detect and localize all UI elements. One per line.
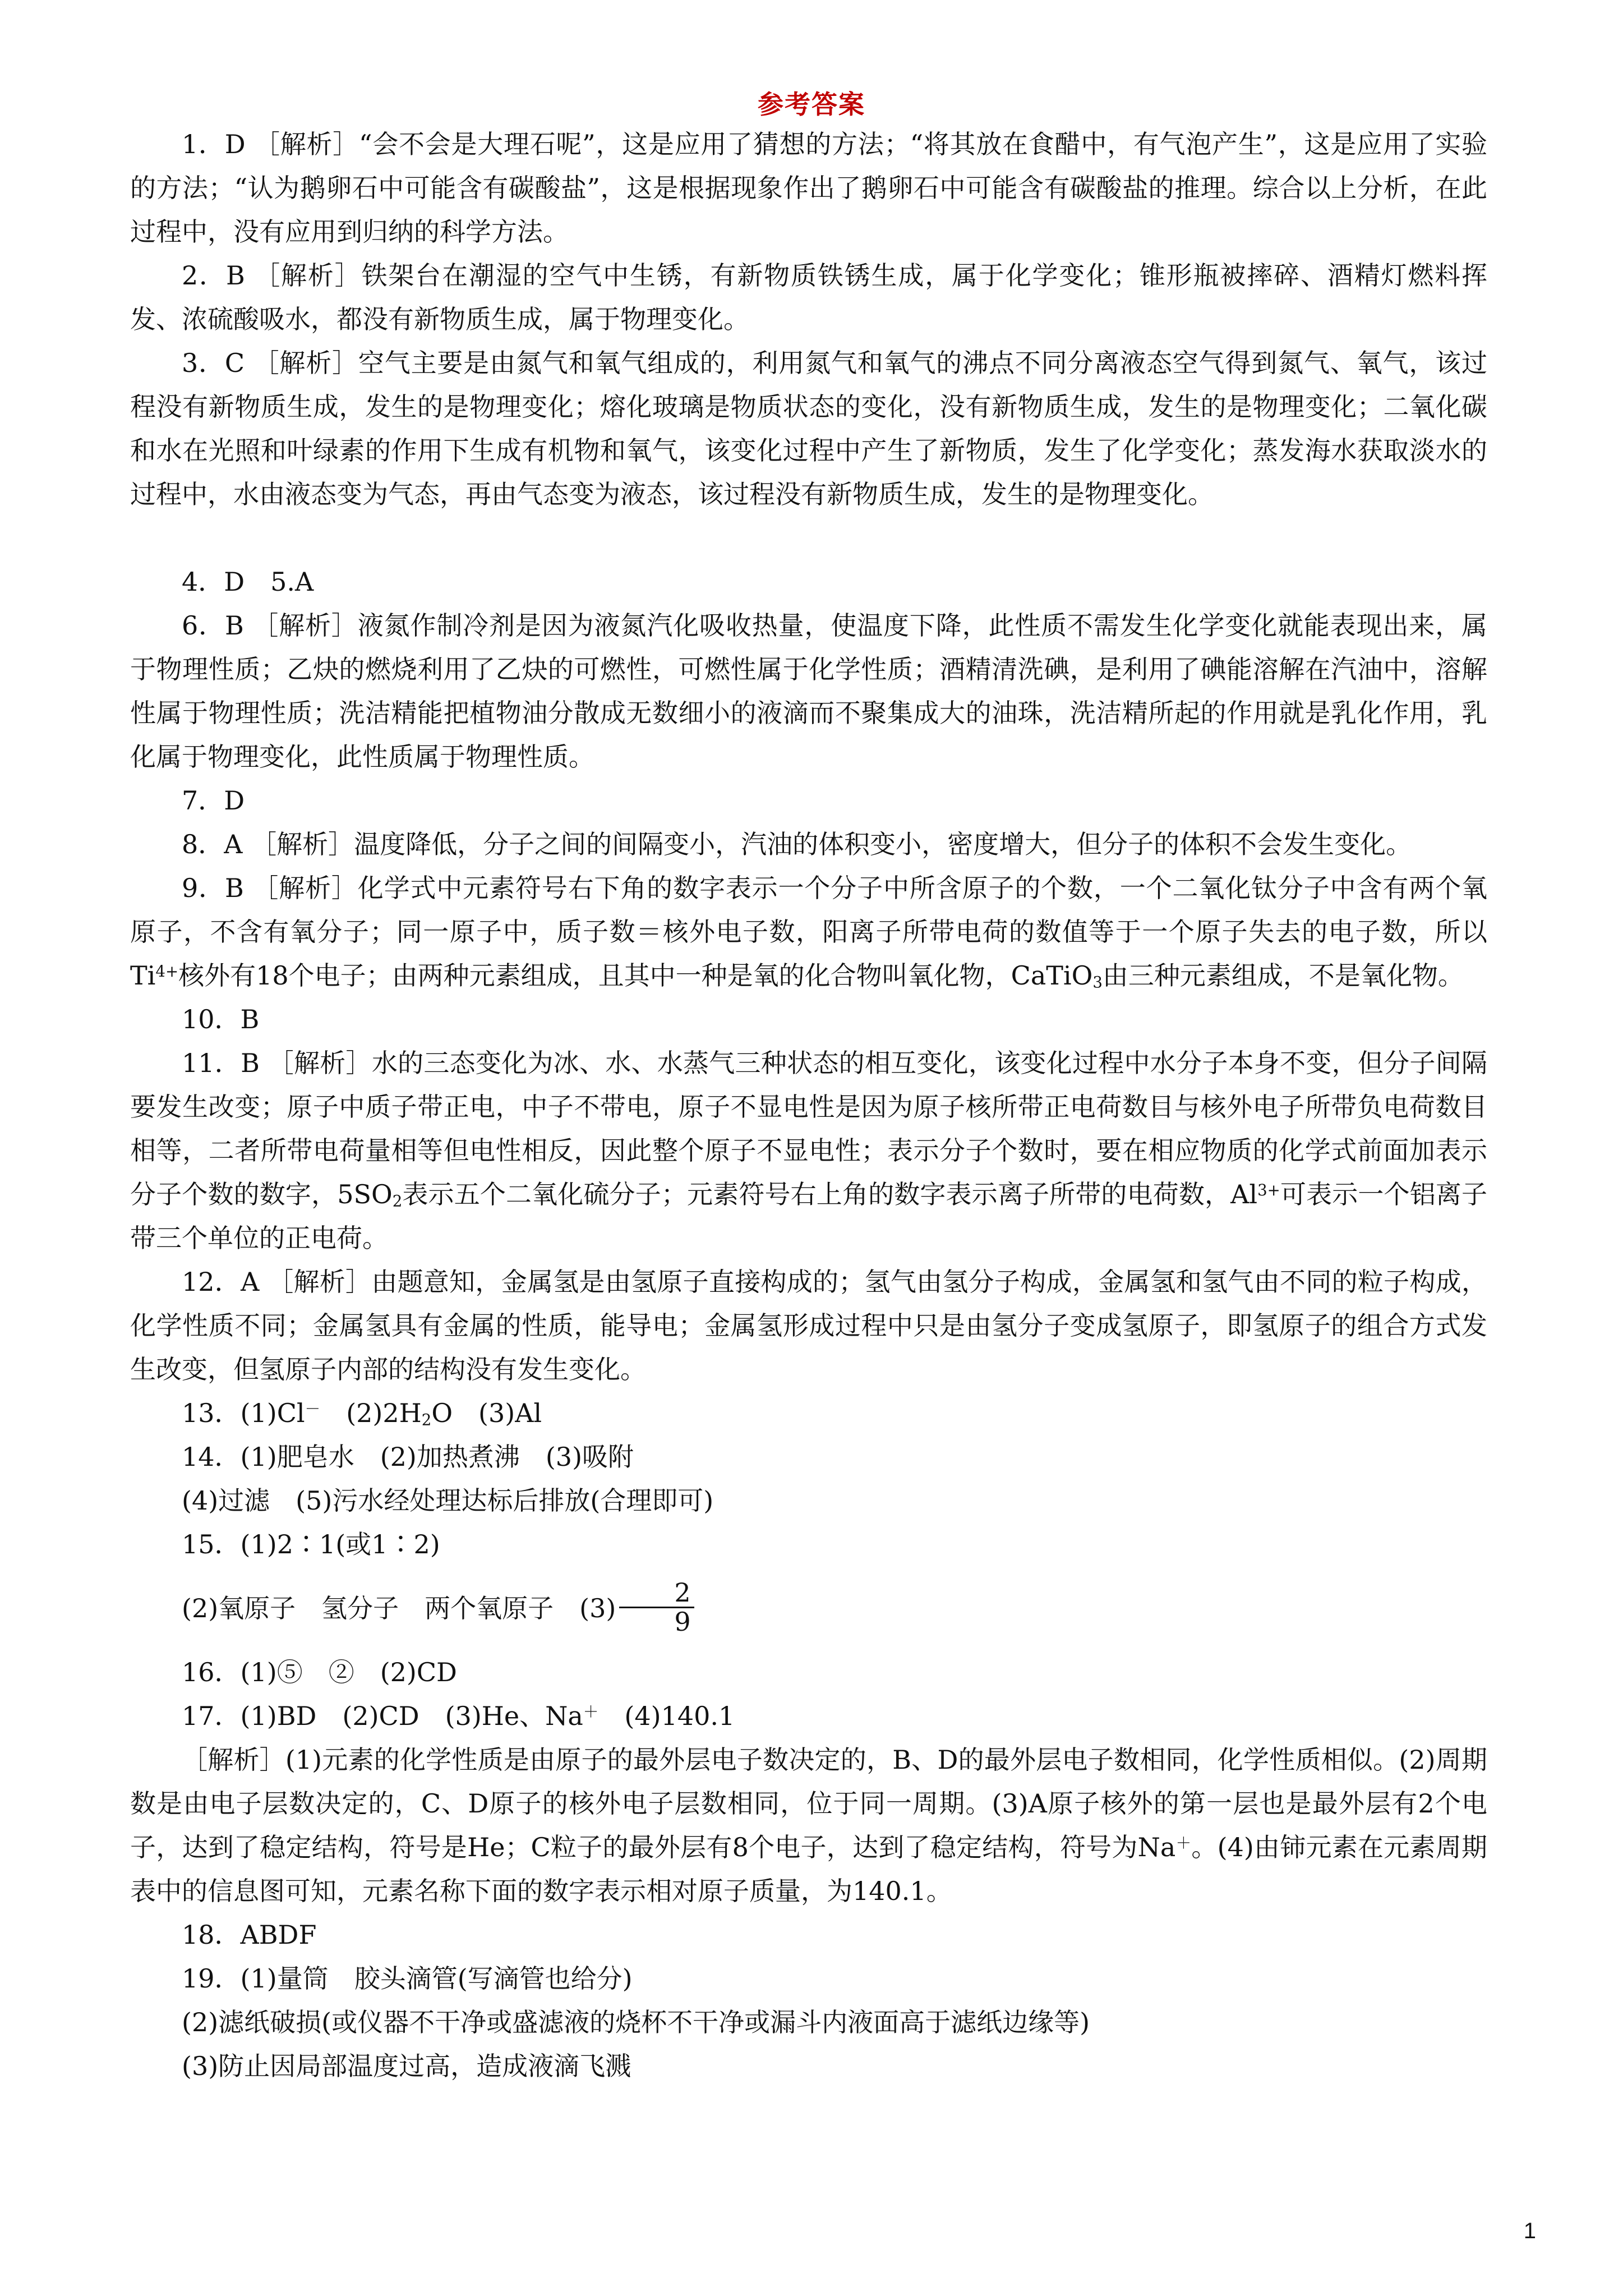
- answer-19-line-1: 19．(1)量筒 胶头滴管(写滴管也给分): [182, 1963, 633, 1994]
- answer-13-text-b: (2)2H: [320, 1398, 422, 1428]
- page-number: 1: [1523, 2219, 1536, 2243]
- answer-17-explanation-text-b: 。(4)由铈元素在元素周期表中的信息图可知，元素名称下面的数字表示相对原子质量，为140.1。: [130, 1832, 1487, 1906]
- answer-11-text-b: 表示五个二氧化硫分子；元素符号右上角的数字表示离子所带的电荷数，Al: [402, 1179, 1258, 1209]
- answer-9-subscript: 3: [1092, 973, 1103, 992]
- answer-17-explanation: [130, 1738, 1487, 1913]
- answer-9-superscript: 4+: [155, 962, 179, 981]
- answer-9-text-a: 9．B ［解析］化学式中元素符号右下角的数字表示一个分子中所含原子的个数，一个二氧化钛分子中含有两个氧原子，不含有氧分子；同一原子中，质子数＝核外电子数，阳离子所带电荷的数值等于一个原子失去的电子数，所以Ti: [130, 873, 1487, 991]
- answer-9-text-c: 由三种元素组成，不是氧化物。: [1102, 960, 1464, 991]
- answer-12: 12．A ［解析］由题意知，金属氢是由氢原子直接构成的；氢气由氢分子构成，金属氢和氢气由不同的粒子构成，化学性质不同；金属氢具有金属的性质，能导电；金属氢形成过程中只是由氢分子变成氢原子，即氢原子的组合方式发生改变，但氢原子内部的结构没有发生变化。: [130, 1267, 1487, 1384]
- answer-13-text-a: 13．(1)Cl: [182, 1398, 305, 1428]
- answer-16: 16．(1)⑤ ② (2)CD: [182, 1657, 457, 1687]
- answer-15-text: (2)氧原子 氢分子 两个氧原子 (3): [182, 1593, 616, 1623]
- answer-11-text-c: 可表示一个铝离子带三个单位的正电荷。: [130, 1179, 1487, 1253]
- answer-2: 2．B ［解析］铁架台在潮湿的空气中生锈，有新物质铁锈生成，属于化学变化；锥形瓶被摔碎、酒精灯燃料挥发、浓硫酸吸水，都没有新物质生成，属于物理变化。: [130, 260, 1487, 334]
- answer-11: [130, 1041, 1487, 1260]
- answer-18: 18．ABDF: [182, 1920, 317, 1950]
- answer-13-superscript: －: [305, 1400, 321, 1419]
- answer-8: 8．A ［解析］温度降低，分子之间的间隔变小，汽油的体积变小，密度增大，但分子的体积不会发生变化。: [182, 829, 1412, 859]
- answer-9: [130, 866, 1487, 997]
- answer-list: [130, 122, 1487, 2088]
- answer-9-text-b: 核外有18个电子；由两种元素组成，且其中一种是氧的化合物叫氧化物，CaTiO: [178, 960, 1093, 991]
- fraction-denominator: 9: [674, 1606, 691, 1637]
- answer-3: 3．C ［解析］空气主要是由氮气和氧气组成的，利用氮气和氧气的沸点不同分离液态空气得到氮气、氧气，该过程没有新物质生成，发生的是物理变化；熔化玻璃是物质状态的变化，没有新物质生成，发生的是物理变化；二氧化碳和水在光照和叶绿素的作用下生成有机物和氧气，该变化过程中产生了新物质，发生了化学变化；蒸发海水获取淡水的过程中，水由液态变为气态，再由气态变为液态，该过程没有新物质生成，发生的是物理变化。: [130, 348, 1487, 509]
- answer-6: 6．B ［解析］液氮作制冷剂是因为液氮汽化吸收热量，使温度下降，此性质不需发生化学变化就能表现出来，属于物理性质；乙炔的燃烧利用了乙炔的可燃性，可燃性属于化学性质；酒精清洗碘，是利用了碘能溶解在汽油中，溶解性属于物理性质；洗洁精能把植物油分散成无数细小的液滴而不聚集成大的油珠，洗洁精所起的作用就是乳化作用，乳化属于物理变化，此性质属于物理性质。: [130, 610, 1487, 772]
- fraction: [619, 1579, 694, 1635]
- answer-11-text-a: 11．B ［解析］水的三态变化为冰、水、水蒸气三种状态的相互变化，该变化过程中水分子本身不变，但分子间隔要发生改变；原子中质子带正电，中子不带电，原子不显电性是因为原子核所带正电荷数目与核外电子所带负电荷数目相等，二者所带电荷量相等但电性相反，因此整个原子不显电性；表示分子个数时，要在相应物质的化学式前面加表示分子个数的数字，5SO: [130, 1048, 1487, 1209]
- page-title: 参考答案: [758, 89, 865, 119]
- answer-14-line-1: 14．(1)肥皂水 (2)加热煮沸 (3)吸附: [182, 1442, 634, 1472]
- answer-13-text-c: O (3)Al: [431, 1398, 542, 1428]
- answer-13-subscript: 2: [421, 1410, 432, 1429]
- answer-17-superscript: ＋: [583, 1703, 599, 1722]
- answer-1: 1．D ［解析］“会不会是大理石呢”，这是应用了猜想的方法；“将其放在食醋中，有气泡产生”，这是应用了实验的方法；“认为鹅卵石中可能含有碳酸盐”，这是根据现象作出了鹅卵石中可能含有碳酸盐的推理。综合以上分析，在此过程中，没有应用到归纳的科学方法。: [130, 129, 1487, 247]
- answer-11-subscript: 2: [392, 1191, 403, 1211]
- answer-15-line-2: [130, 1566, 1487, 1650]
- answer-17-text-b: (4)140.1: [598, 1701, 735, 1731]
- answer-13: [130, 1391, 1487, 1435]
- answer-17-explanation-text-a: ［解析］(1)元素的化学性质是由原子的最外层电子数决定的，B、D的最外层电子数相同，化学性质相似。(2)周期数是由电子层数决定的，C、D原子的核外电子层数相同，位于同一周期。(3)A原子核外的第一层也是最外层有2个电子，达到了稳定结构，符号是He；C粒子的最外层有8个电子，达到了稳定结构，符号为Na: [130, 1745, 1487, 1862]
- answer-7: 7．D: [182, 785, 245, 816]
- answer-10: 10．B: [182, 1004, 260, 1034]
- answer-17: [130, 1694, 1487, 1738]
- answer-14-line-2: (4)过滤 (5)污水经处理达标后排放(合理即可): [182, 1485, 714, 1516]
- answer-17-explanation-superscript: ＋: [1175, 1834, 1192, 1853]
- answer-11-superscript: 3+: [1257, 1181, 1280, 1200]
- fraction-numerator: 2: [619, 1579, 694, 1608]
- answer-15-line-1: 15．(1)2∶1(或1∶2): [182, 1529, 440, 1559]
- answer-17-text-a: 17．(1)BD (2)CD (3)He、Na: [182, 1701, 583, 1731]
- answer-4-5: 4．D 5.A: [182, 567, 314, 597]
- answer-19-line-2: (2)滤纸破损(或仪器不干净或盛滤液的烧杯不干净或漏斗内液面高于滤纸边缘等): [182, 2007, 1090, 2037]
- answer-19-line-3: (3)防止因局部温度过高，造成液滴飞溅: [182, 2051, 631, 2081]
